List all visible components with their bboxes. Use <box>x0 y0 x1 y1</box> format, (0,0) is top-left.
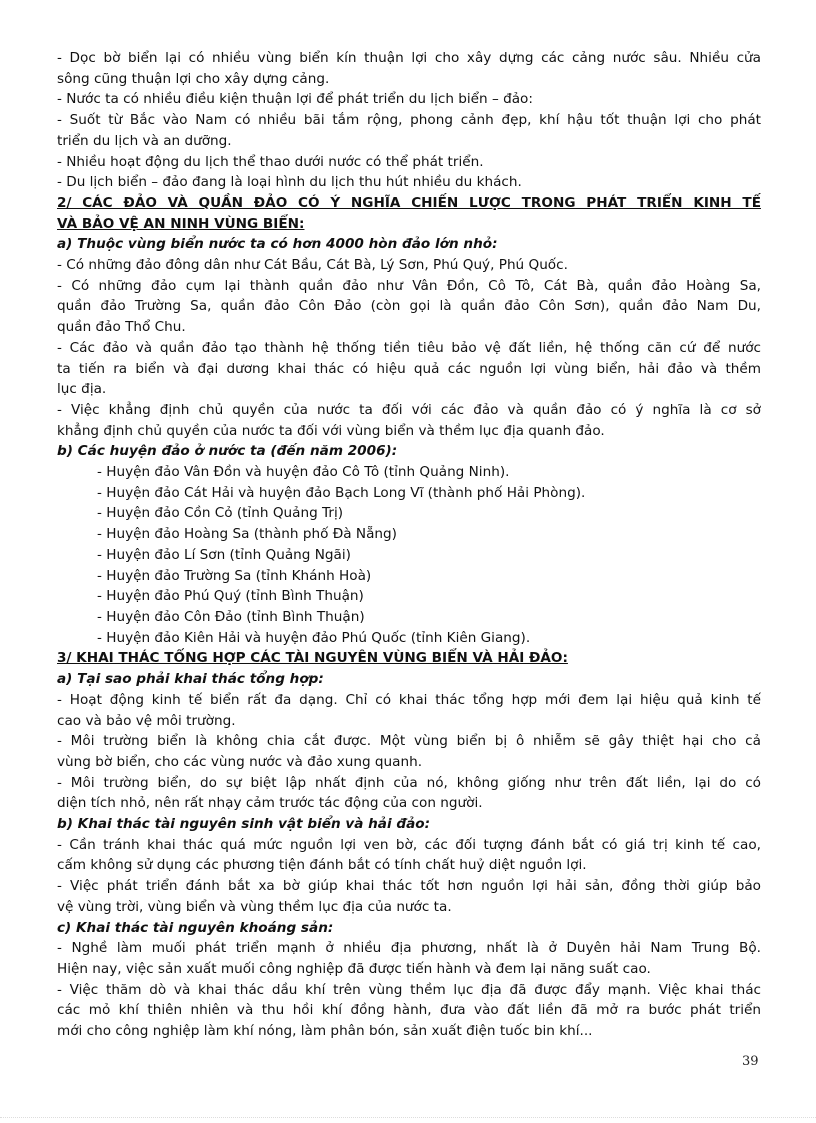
text-line: - Du lịch biển – đảo đang là loại hình du lịch thu hút nhiều du khách. <box>57 174 522 191</box>
list-item: - Huyện đảo Trường Sa (tỉnh Khánh Hoà) <box>97 567 372 584</box>
text-line: - Môi trường biển là không chia cắt được. Một vùng biển bị ô nhiễm sẽ gây thiệt hại cho cả <box>57 733 761 750</box>
list-item: - Huyện đảo Lí Sơn (tỉnh Quảng Ngãi) <box>97 546 351 563</box>
text-line: - Dọc bờ biển lại có nhiều vùng biển kín thuận lợi cho xây dựng các cảng nước sâu. Nhiều cửa <box>57 50 761 66</box>
text-line: - Hoạt động kinh tế biển rất đa dạng. Chỉ có khai thác tổng hợp mới đem lại hiệu quả kinh tế <box>57 691 761 708</box>
text-line: - Nước ta có nhiều điều kiện thuận lợi để phát triển du lịch biển – đảo: <box>57 91 533 108</box>
text-line: - Suốt từ Bắc vào Nam có nhiều bãi tắm rộng, phong cảnh đẹp, khí hậu tốt thuận lợi cho phát <box>57 112 761 129</box>
text-line: sông cũng thuận lợi cho xây dựng cảng. <box>57 70 330 87</box>
text-line: vệ vùng trời, vùng biển và vùng thềm lục địa của nước ta. <box>57 898 452 915</box>
subsection-heading: a) Tại sao phải khai thác tổng hợp: <box>57 671 324 688</box>
text-line: các mỏ khí thiên nhiên và thu hồi khí đồng hành, đưa vào đất liền đã mở ra bước phát triển <box>57 1002 761 1019</box>
text-line: ta tiến ra biển và đại dương khai thác có hiệu quả các nguồn lợi vùng biển, hải đảo và thềm <box>57 360 761 377</box>
section-heading: 3/ KHAI THÁC TỔNG HỢP CÁC TÀI NGUYÊN VÙNG BIỂN VÀ HẢI ĐẢO: <box>57 650 568 667</box>
text-line: - Nghề làm muối phát triển mạnh ở nhiều địa phương, nhất là ở Duyên hải Nam Trung Bộ. <box>57 940 761 957</box>
subsection-heading: b) Khai thác tài nguyên sinh vật biển và hải đảo: <box>57 816 431 833</box>
page-edge-divider <box>0 1117 816 1118</box>
text-line: vùng bờ biển, cho các vùng nước và đảo xung quanh. <box>57 753 423 770</box>
text-line: Hiện nay, việc sản xuất muối công nghiệp đã được tiến hành và đem lại năng suất cao. <box>57 960 651 977</box>
subsection-heading: c) Khai thác tài nguyên khoáng sản: <box>57 919 334 936</box>
text-line: cao và bảo vệ môi trường. <box>57 712 236 729</box>
text-line: - Nhiều hoạt động du lịch thể thao dưới nước có thể phát triển. <box>57 153 484 170</box>
text-line: diện tích nhỏ, nên rất nhạy cảm trước tác động của con người. <box>57 795 483 812</box>
text-line: lục địa. <box>57 381 107 398</box>
text-line: cấm không sử dụng các phương tiện đánh bắt có tính chất huỷ diệt nguồn lợi. <box>57 857 587 874</box>
text-line: khẳng định chủ quyền của nước ta đối với vùng biển và thềm lục địa quanh đảo. <box>57 422 605 439</box>
text-line: - Việc phát triển đánh bắt xa bờ giúp khai thác tốt hơn nguồn lợi hải sản, đồng thời giúp bảo <box>57 878 761 895</box>
list-item: - Huyện đảo Hoàng Sa (thành phố Đà Nẵng) <box>97 526 397 543</box>
text-line: - Môi trường biển, do sự biệt lập nhất định của nó, không giống như trên đất liền, lại do có <box>57 774 761 791</box>
list-item: - Huyện đảo Cát Hải và huyện đảo Bạch Long Vĩ (thành phố Hải Phòng). <box>97 484 586 501</box>
section-heading: 2/ CÁC ĐẢO VÀ QUẦN ĐẢO CÓ Ý NGHĨA CHIẾN LƯỢC TRONG PHÁT TRIỂN KINH TẾ <box>57 194 761 211</box>
text-line: - Có những đảo đông dân như Cát Bầu, Cát Bà, Lý Sơn, Phú Quý, Phú Quốc. <box>57 257 568 274</box>
list-item: - Huyện đảo Kiên Hải và huyện đảo Phú Quốc (tỉnh Kiên Giang). <box>97 629 531 646</box>
text-line: - Việc khẳng định chủ quyền của nước ta đối với các đảo và quần đảo có ý nghĩa là cơ sở <box>57 401 761 418</box>
text-line: quần đảo Thổ Chu. <box>57 319 186 336</box>
text-line: - Có những đảo cụm lại thành quần đảo như Vân Đồn, Cô Tô, Cát Bà, quần đảo Hoàng Sa, <box>57 277 761 294</box>
list-item: - Huyện đảo Vân Đồn và huyện đảo Cô Tô (tỉnh Quảng Ninh). <box>97 464 510 481</box>
text-line: - Các đảo và quần đảo tạo thành hệ thống tiền tiêu bảo vệ đất liền, hệ thống căn cứ để nước <box>57 339 761 356</box>
list-item: - Huyện đảo Côn Đảo (tỉnh Bình Thuận) <box>97 608 365 625</box>
text-line: mới cho công nghiệp làm khí nóng, làm phân bón, sản xuất điện tuốc bin khí... <box>57 1023 593 1040</box>
subsection-heading: b) Các huyện đảo ở nước ta (đến năm 2006): <box>57 443 398 460</box>
text-line: - Cần tránh khai thác quá mức nguồn lợi ven bờ, các đối tượng đánh bắt có giá trị kinh tế cao, <box>57 836 761 853</box>
text-line: - Việc thăm dò và khai thác dầu khí trên vùng thềm lục địa đã được đẩy mạnh. Việc khai thác <box>57 981 761 998</box>
section-heading: VÀ BẢO VỆ AN NINH VÙNG BIỂN: <box>57 215 305 232</box>
list-item: - Huyện đảo Cồn Cỏ (tỉnh Quảng Trị) <box>97 505 344 522</box>
text-line: triển du lịch và an dưỡng. <box>57 132 232 149</box>
subsection-heading: a) Thuộc vùng biển nước ta có hơn 4000 hòn đảo lớn nhỏ: <box>57 236 498 253</box>
list-item: - Huyện đảo Phú Quý (tỉnh Bình Thuận) <box>97 588 364 605</box>
page-number: 39 <box>742 1054 759 1069</box>
text-line: quần đảo Trường Sa, quần đảo Côn Đảo (còn gọi là quần đảo Côn Sơn), quần đảo Nam Du, <box>57 298 761 315</box>
document-body <box>57 48 761 1042</box>
